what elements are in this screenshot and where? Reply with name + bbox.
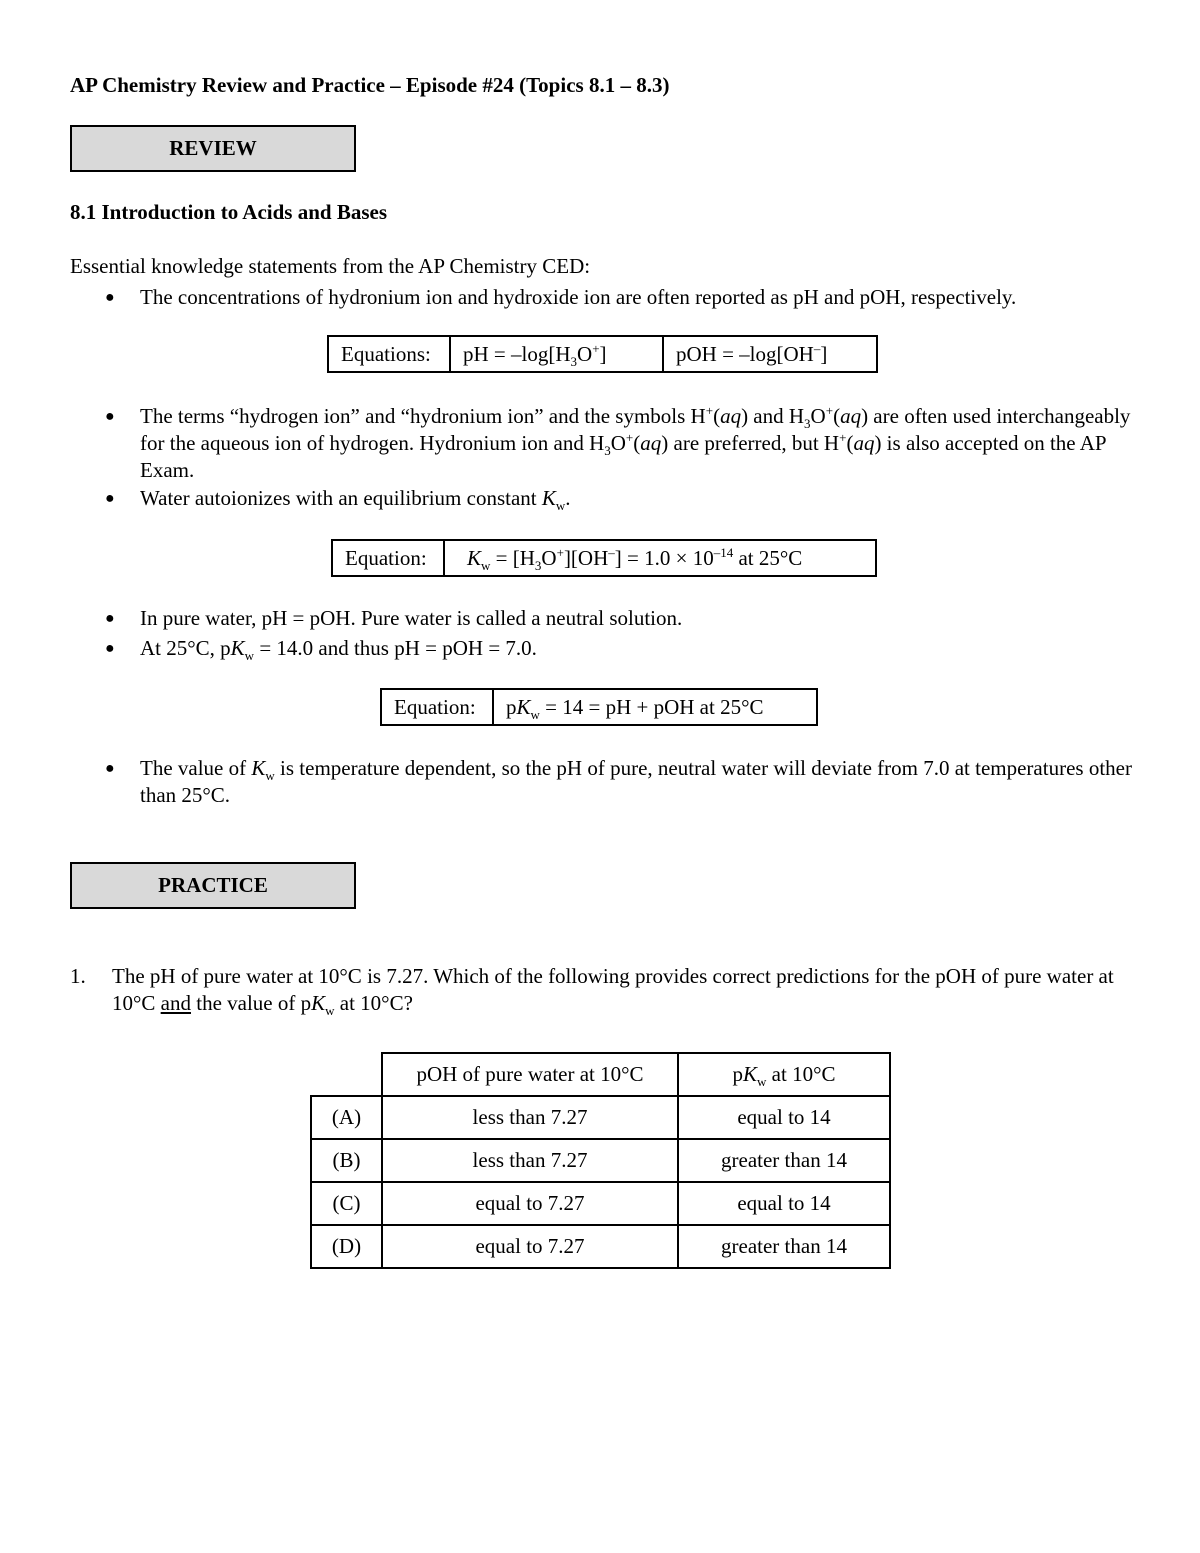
answer-choices-table: [310, 1052, 891, 1269]
choice-poh: less than 7.27: [382, 1096, 678, 1139]
choice-pkw: greater than 14: [678, 1139, 890, 1182]
bullet-icon: ●: [105, 760, 115, 777]
question-1: [70, 963, 1130, 1017]
choice-poh: less than 7.27: [382, 1139, 678, 1182]
equation-box-kw: [331, 539, 877, 577]
review-label: REVIEW: [169, 136, 257, 160]
equation-box-pkw: [380, 688, 818, 726]
choice-pkw: equal to 14: [678, 1096, 890, 1139]
column-header-poh: pOH of pure water at 10°C: [382, 1053, 678, 1096]
bullet-icon: ●: [105, 640, 115, 657]
bullet-pure-water: [105, 605, 1145, 632]
choice-label: (D): [311, 1225, 382, 1268]
bullet-pkw-value: [105, 635, 1145, 662]
choice-label: (C): [311, 1182, 382, 1225]
equation-box-ph-poh: [327, 335, 878, 373]
bullet-icon: ●: [105, 408, 115, 425]
choice-label: (A): [311, 1096, 382, 1139]
equation-label: Equation:: [332, 540, 444, 576]
intro-text: Essential knowledge statements from the AP Chemistry CED:: [70, 254, 591, 278]
bullet-icon: ●: [105, 610, 115, 627]
bullet-icon: ●: [105, 490, 115, 507]
equation-label: Equations:: [328, 336, 450, 372]
bullet-text: The terms “hydrogen ion” and “hydronium ion” and the symbols H+(aq) and $H_3O^+(aq)$ are often used interchangeably for the aqueous ion of hydrogen. Hydronium ion and $H_3O^+(aq)$ are preferred, but H+(aq) is also accepted on the AP Exam.: [140, 403, 1131, 482]
answer-row-c[interactable]: [311, 1182, 890, 1225]
answer-row-a[interactable]: [311, 1096, 890, 1139]
bullet-icon: ●: [105, 289, 115, 306]
question-number: 1.: [70, 964, 86, 988]
choice-poh: equal to 7.27: [382, 1225, 678, 1268]
equation-kw: $K_w = [H_3O^+][OH^-] = 1.0 \times 10^{-14}$ at 25°C: [444, 540, 876, 576]
question-text: The pH of pure water at 10°C is 7.27. Which of the following provides correct predictions for the pOH of pure water at 10°C and the value of $pK_w$ at 10°C?: [112, 964, 1114, 1019]
bullet-autoionizes: [105, 485, 1145, 512]
column-header-pkw: $pK_w$ at 10°C: [678, 1053, 890, 1096]
practice-label: PRACTICE: [158, 873, 268, 897]
table-header-row: [311, 1053, 890, 1096]
review-section-box: [70, 125, 356, 172]
bullet-text: At 25°C, $pK_w = 14.0$ and thus pH = pOH = 7.0.: [140, 636, 537, 664]
equation-pkw: $pK_w = 14$ = pH + pOH at 25°C: [493, 689, 817, 725]
section-heading: 8.1 Introduction to Acids and Bases: [70, 200, 388, 224]
equation-ph: pH = $-\log[H_3O^+]$: [450, 336, 663, 372]
choice-poh: equal to 7.27: [382, 1182, 678, 1225]
bullet-text: Water autoionizes with an equilibrium constant $K_w$.: [140, 486, 571, 514]
bullet-temperature: [105, 755, 1145, 809]
bullet-hydrogen-ion: [105, 403, 1145, 484]
equation-label: Equation:: [381, 689, 493, 725]
answer-row-d[interactable]: [311, 1225, 890, 1268]
bullet-text: The value of $K_w$ is temperature dependent, so the pH of pure, neutral water will deviate from 7.0 at temperatures other than 25°C.: [140, 756, 1132, 807]
bullet-concentrations: [105, 284, 1145, 311]
choice-pkw: equal to 14: [678, 1182, 890, 1225]
bullet-text: In pure water, pH = pOH. Pure water is called a neutral solution.: [140, 606, 683, 630]
practice-section-box: [70, 862, 356, 909]
answer-row-b[interactable]: [311, 1139, 890, 1182]
table-corner-cell: [311, 1053, 382, 1096]
equation-poh: pOH = –log[OH–]: [663, 336, 877, 372]
choice-pkw: greater than 14: [678, 1225, 890, 1268]
bullet-text: The concentrations of hydronium ion and hydroxide ion are often reported as pH and pOH, respectively.: [140, 285, 1017, 309]
document-title: AP Chemistry Review and Practice – Episode #24 (Topics 8.1 – 8.3): [70, 73, 670, 97]
choice-label: (B): [311, 1139, 382, 1182]
